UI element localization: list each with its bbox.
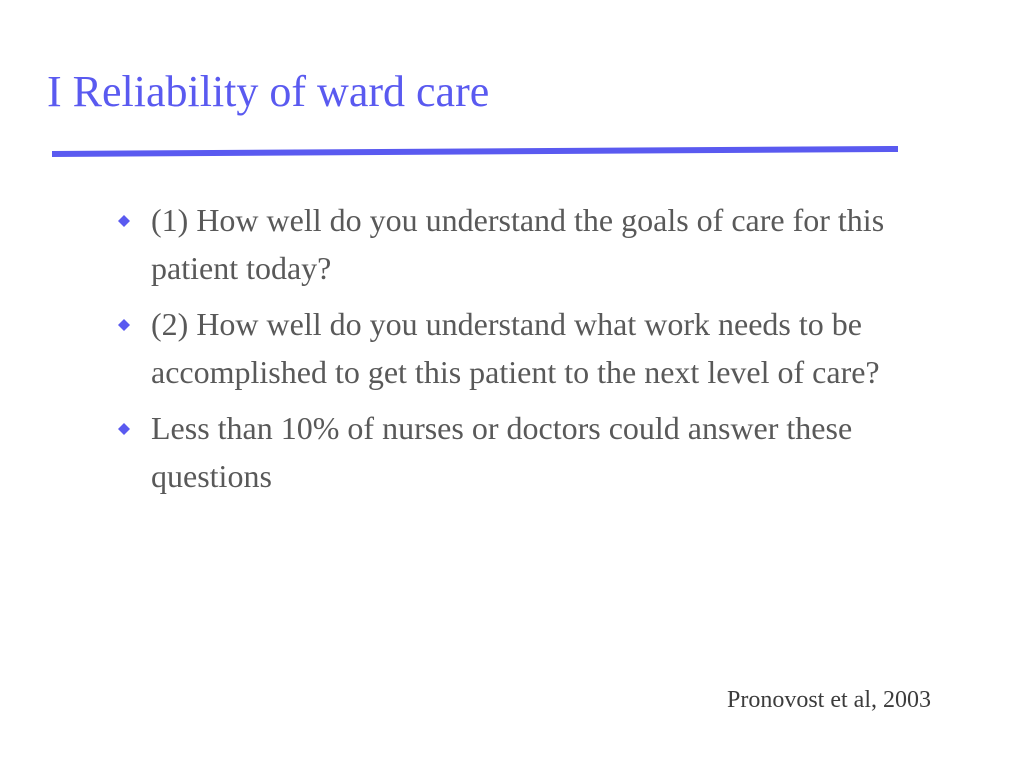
diamond-icon <box>118 319 130 331</box>
bullet-item <box>112 196 962 292</box>
bullet-text: (2) How well do you understand what work needs to be accomplished to get this patient to the next level of care? <box>151 306 880 390</box>
title-underline <box>52 146 898 162</box>
bullet-text: (1) How well do you understand the goals of care for this patient today? <box>151 202 885 286</box>
bullet-text: Less than 10% of nurses or doctors could answer these questions <box>151 410 853 494</box>
diamond-icon <box>118 423 130 435</box>
slide-title: I Reliability of ward care <box>47 67 490 116</box>
citation: Pronovost et al, 2003 <box>727 687 931 713</box>
diamond-icon <box>118 215 130 227</box>
bullet-item <box>112 404 962 500</box>
bullet-item <box>112 300 962 396</box>
bullet-list <box>112 196 962 508</box>
